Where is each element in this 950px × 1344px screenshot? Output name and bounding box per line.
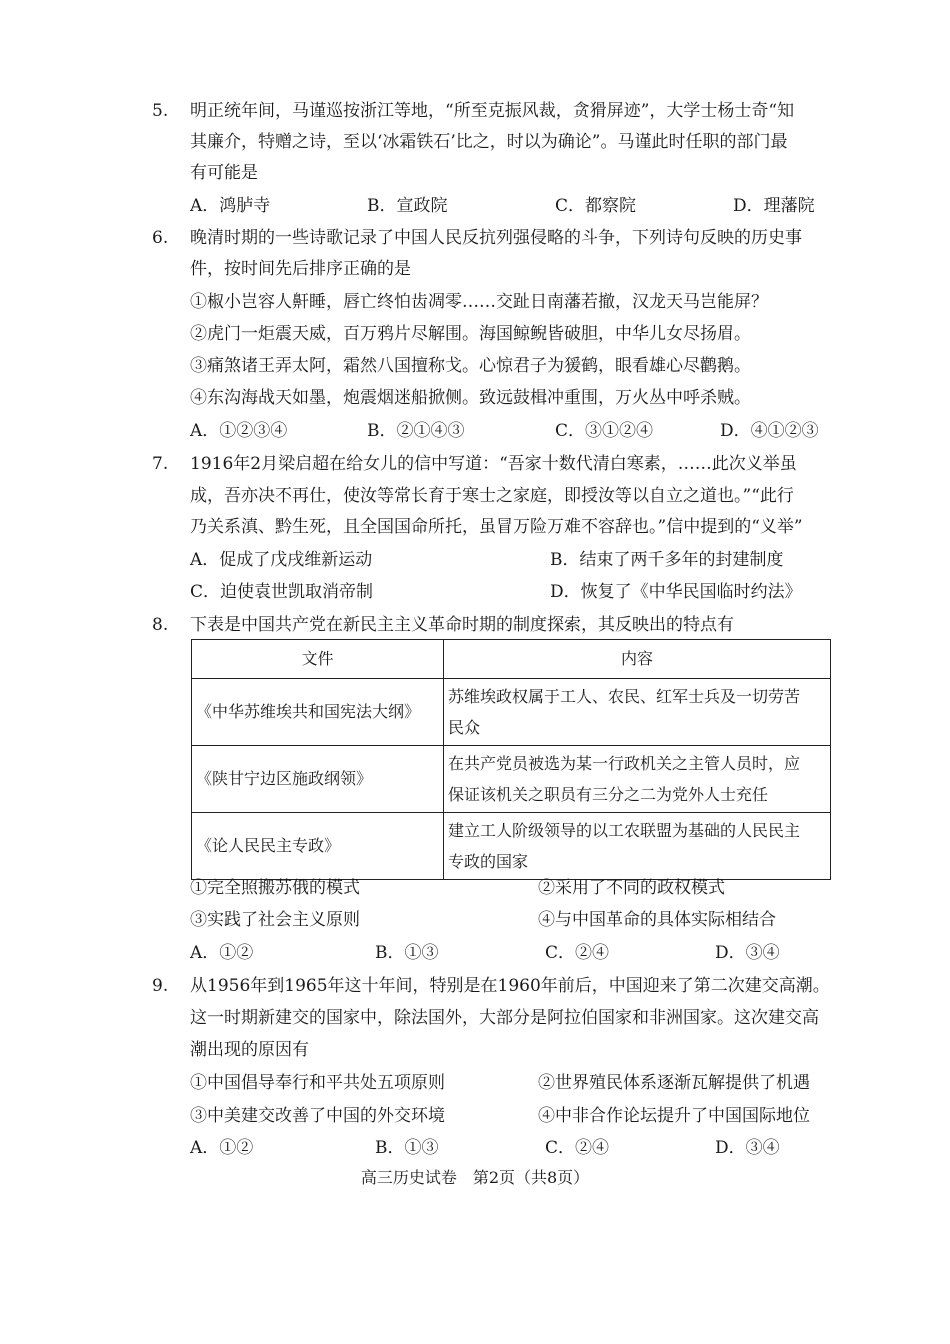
q7-option-d: D．恢复了《中华民国临时约法》 [550,582,802,602]
table-row [192,679,831,746]
q9-line-1: 从1956年到1965年这十年间，特别是在1960年前后，中国迎来了第二次建交高潮。 [190,976,830,996]
q8-table [191,639,831,880]
q5-option-a: A．鸿胪寺 [190,196,271,216]
q7-line-3: 乃关系滇、黔生死，且全国国命所托，虽冒万险万难不容辞也。”信中提到的“义举” [190,517,803,537]
q7-line-2: 成，吾亦决不再仕，使汝等常长育于寒士之家庭，即授汝等以自立之道也。”“此行 [190,486,794,506]
q5-option-d: D．理藩院 [733,196,815,216]
content-line: 保证该机关之职员有三分之二为党外人士充任 [448,785,769,804]
q5-line-2: 其廉介，特赠之诗，至以‘冰霜铁石’比之，时以为确论”。马谨此时任职的部门最 [190,132,788,152]
q5-number: 5. [152,101,169,121]
q6-option-b: B．②①④③ [367,421,465,441]
q7-line-1: 1916年2月梁启超在给女儿的信中写道：“吾家十数代清白寒素，……此次义举虽 [190,454,797,474]
q6-statement-1: ①椒小岂容人鼾睡，唇亡终怕齿凋零……交趾日南藩若撤，汉龙天马岂能屏？ [190,292,768,312]
table-cell-document: 《中华苏维埃共和国宪法大纲》 [192,679,444,746]
table-cell-document: 《陕甘宁边区施政纲领》 [192,746,444,813]
q6-option-d: D．④①②③ [720,421,819,441]
q5-line-3: 有可能是 [190,163,258,183]
content-line: 苏维埃政权属于工人、农民、红军士兵及一切劳苦 [448,687,801,706]
table-row [192,813,831,880]
q8-statement-2: ②采用了不同的政权模式 [538,878,725,898]
table-cell-document: 《论人民民主专政》 [192,813,444,880]
table-header-row [192,640,831,679]
q6-statement-2: ②虎门一炬震天威，百万鸦片尽解围。海国鲸鲵皆破胆，中华儿女尽扬眉。 [190,324,751,344]
q8-option-c: C．②④ [545,943,610,963]
q9-option-d: D．③④ [715,1138,780,1158]
q9-option-b: B．①③ [375,1138,439,1158]
q6-statement-4: ④东沟海战天如墨，炮震烟迷船掀侧。致远鼓楫冲重围，万火丛中呼杀贼。 [190,388,751,408]
table-cell-content [444,813,831,880]
table-row [192,746,831,813]
q9-statement-1: ①中国倡导奉行和平共处五项原则 [190,1073,445,1093]
q9-option-c: C．②④ [545,1138,610,1158]
q9-line-2: 这一时期新建交的国家中，除法国外，大部分是阿拉伯国家和非洲国家。这次建交高 [190,1008,819,1028]
content-line: 专政的国家 [448,852,529,871]
content-line: 建立工人阶级领导的以工农联盟为基础的人民民主 [448,821,801,840]
q6-option-a: A．①②③④ [190,421,288,441]
q7-number: 7. [152,454,169,474]
table-header-document: 文件 [192,640,444,679]
q7-option-c: C．迫使袁世凯取消帝制 [190,582,374,602]
q6-line-1: 晚清时期的一些诗歌记录了中国人民反抗列强侵略的斗争，下列诗句反映的历史事 [190,228,802,248]
q8-option-d: D．③④ [715,943,780,963]
q5-option-b: B．宣政院 [367,196,448,216]
q9-line-3: 潮出现的原因有 [190,1040,309,1060]
q8-line-1: 下表是中国共产党在新民主主义革命时期的制度探索，其反映出的特点有 [190,615,734,635]
q9-statement-3: ③中美建交改善了中国的外交环境 [190,1106,445,1126]
q5-line-1: 明正统年间，马谨巡按浙江等地，“所至克振风裁，贪猾屏迹”，大学士杨士奇“知 [190,101,795,121]
q9-option-a: A．①② [190,1138,254,1158]
q8-number: 8. [152,615,169,635]
q6-statement-3: ③痛煞诸王弄太阿，霜然八国擅称戈。心惊君子为猨鹤，眼看雄心尽鹳鹅。 [190,356,751,376]
table-cell-content [444,679,831,746]
content-line: 在共产党员被选为某一行政机关之主管人员时，应 [448,754,801,773]
content-line: 民众 [448,718,481,737]
q9-statement-2: ②世界殖民体系逐渐瓦解提供了机遇 [538,1073,810,1093]
q8-statement-4: ④与中国革命的具体实际相结合 [538,910,776,930]
page-footer: 高三历史试卷 第2页（共8页） [360,1168,590,1187]
q6-line-2: 件，按时间先后排序正确的是 [190,259,411,279]
q7-option-b: B．结束了两千多年的封建制度 [550,550,784,570]
q8-statement-1: ①完全照搬苏俄的模式 [190,878,360,898]
q6-number: 6. [152,228,169,248]
table-cell-content [444,746,831,813]
q9-statement-4: ④中非合作论坛提升了中国国际地位 [538,1106,810,1126]
q5-option-c: C．都察院 [555,196,637,216]
q7-option-a: A．促成了戊戌维新运动 [190,550,373,570]
q8-statement-3: ③实践了社会主义原则 [190,910,360,930]
table-header-content: 内容 [444,640,831,679]
q6-option-c: C．③①②④ [555,421,654,441]
q8-option-a: A．①② [190,943,254,963]
q9-number: 9. [152,976,169,996]
q8-option-b: B．①③ [375,943,439,963]
